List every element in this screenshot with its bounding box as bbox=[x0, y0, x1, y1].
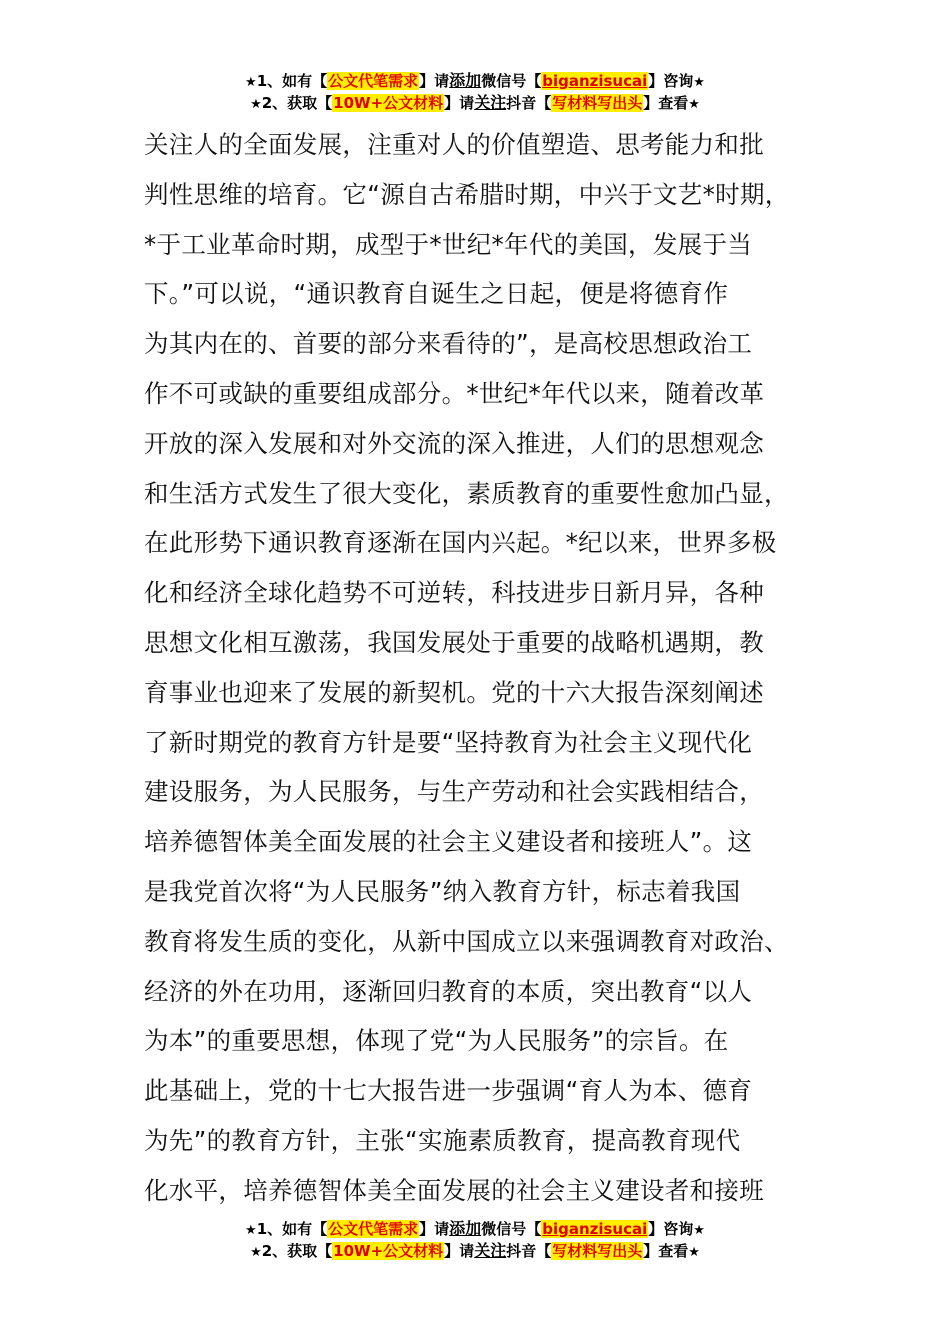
banner-emphasis: 添加 bbox=[449, 71, 482, 90]
banner-line-2 bbox=[0, 1240, 950, 1262]
body-line: 为其内在的、首要的部分来看待的”，是高校思想政治工 bbox=[144, 329, 753, 359]
banner-line-1 bbox=[0, 70, 950, 92]
wechat-id-link[interactable]: biganzisucai bbox=[542, 72, 648, 90]
banner-emphasis: 添加 bbox=[449, 1219, 482, 1238]
star-icon: ★ bbox=[250, 97, 262, 112]
banner-text: 2、获取【 bbox=[261, 1242, 333, 1260]
star-icon: ★ bbox=[245, 1223, 257, 1238]
star-icon: ★ bbox=[250, 1245, 262, 1260]
star-icon: ★ bbox=[245, 75, 257, 90]
douyin-account-highlight: 写材料写出头 bbox=[552, 1242, 643, 1260]
body-line: 育事业也迎来了发展的新契机。党的十六大报告深刻阐述 bbox=[144, 677, 764, 707]
star-icon: ★ bbox=[693, 1223, 705, 1238]
body-line: 判性思维的培育。它“源自古希腊时期，中兴于文艺*时期， bbox=[144, 179, 790, 209]
star-icon: ★ bbox=[688, 97, 700, 112]
banner-text: 】请 bbox=[419, 72, 450, 90]
body-line: 为先”的教育方针，主张“实施素质教育，提高教育现代 bbox=[144, 1125, 741, 1155]
body-line: 关注人的全面发展，注重对人的价值塑造、思考能力和批 bbox=[144, 130, 764, 159]
banner-line-2 bbox=[0, 92, 950, 114]
body-line: 下。”可以说，“通识教育自诞生之日起，便是将德育作 bbox=[144, 279, 729, 309]
body-line: 在此形势下通识教育逐渐在国内兴起。*纪以来，世界多极 bbox=[144, 528, 777, 558]
footer-banner bbox=[0, 1218, 950, 1262]
body-line: 教育将发生质的变化，从新中国成立以来强调教育对政治、 bbox=[144, 926, 789, 956]
banner-text: 】查看 bbox=[643, 1242, 689, 1260]
body-line: 建设服务，为人民服务，与生产劳动和社会实践相结合， bbox=[144, 777, 764, 807]
body-line: 为本”的重要思想，体现了党“为人民服务”的宗旨。在 bbox=[144, 1026, 729, 1056]
body-line: 培养德智体美全面发展的社会主义建设者和接班人”。这 bbox=[144, 827, 753, 857]
banner-emphasis: 关注 bbox=[474, 1241, 507, 1260]
banner-line-1 bbox=[0, 1218, 950, 1240]
body-line: 是我党首次将“为人民服务”纳入教育方针，标志着我国 bbox=[144, 876, 741, 906]
banner-text: 微信号【 bbox=[481, 1220, 542, 1238]
body-line: 思想文化相互激荡，我国发展处于重要的战略机遇期，教 bbox=[144, 627, 764, 657]
wechat-id-link[interactable]: biganzisucai bbox=[542, 1220, 648, 1238]
banner-text: 2、获取【 bbox=[261, 94, 333, 112]
highlight-service: 公文代笔需求 bbox=[328, 72, 419, 90]
banner-text: 】咨询 bbox=[648, 1220, 694, 1238]
body-line: 此基础上，党的十七大报告进一步强调“育人为本、德育 bbox=[144, 1076, 753, 1106]
highlight-materials: 10W+公文材料 bbox=[333, 94, 444, 112]
douyin-account-highlight: 写材料写出头 bbox=[552, 94, 643, 112]
banner-text: 】请 bbox=[444, 94, 475, 112]
banner-text: 抖音【 bbox=[506, 1242, 552, 1260]
body-line: 化水平，培养德智体美全面发展的社会主义建设者和接班 bbox=[144, 1175, 764, 1205]
body-line: 经济的外在功用，逐渐回归教育的本质，突出教育“以人 bbox=[144, 976, 753, 1006]
body-line: 化和经济全球化趋势不可逆转，科技进步日新月异，各种 bbox=[144, 578, 764, 608]
banner-text: 】请 bbox=[444, 1242, 475, 1260]
banner-text: 1、如有【 bbox=[256, 1220, 328, 1238]
star-icon: ★ bbox=[688, 1245, 700, 1260]
body-line: 和生活方式发生了很大变化，素质教育的重要性愈加凸显， bbox=[144, 478, 789, 508]
highlight-materials: 10W+公文材料 bbox=[333, 1242, 444, 1260]
banner-text: 】查看 bbox=[643, 94, 689, 112]
header-banner bbox=[0, 70, 950, 114]
body-line: *于工业革命时期，成型于*世纪*年代的美国，发展于当 bbox=[144, 229, 753, 259]
body-line: 作不可或缺的重要组成部分。*世纪*年代以来，随着改革 bbox=[144, 378, 765, 408]
banner-text: 1、如有【 bbox=[256, 72, 328, 90]
highlight-service: 公文代笔需求 bbox=[328, 1220, 419, 1238]
body-line: 了新时期党的教育方针是要“坚持教育为社会主义现代化 bbox=[144, 727, 753, 757]
banner-text: 抖音【 bbox=[506, 94, 552, 112]
banner-text: 微信号【 bbox=[481, 72, 542, 90]
document-body bbox=[144, 120, 824, 1216]
body-line: 开放的深入发展和对外交流的深入推进，人们的思想观念 bbox=[144, 428, 764, 458]
banner-text: 】咨询 bbox=[648, 72, 694, 90]
banner-emphasis: 关注 bbox=[474, 93, 507, 112]
banner-text: 】请 bbox=[419, 1220, 450, 1238]
star-icon: ★ bbox=[693, 75, 705, 90]
